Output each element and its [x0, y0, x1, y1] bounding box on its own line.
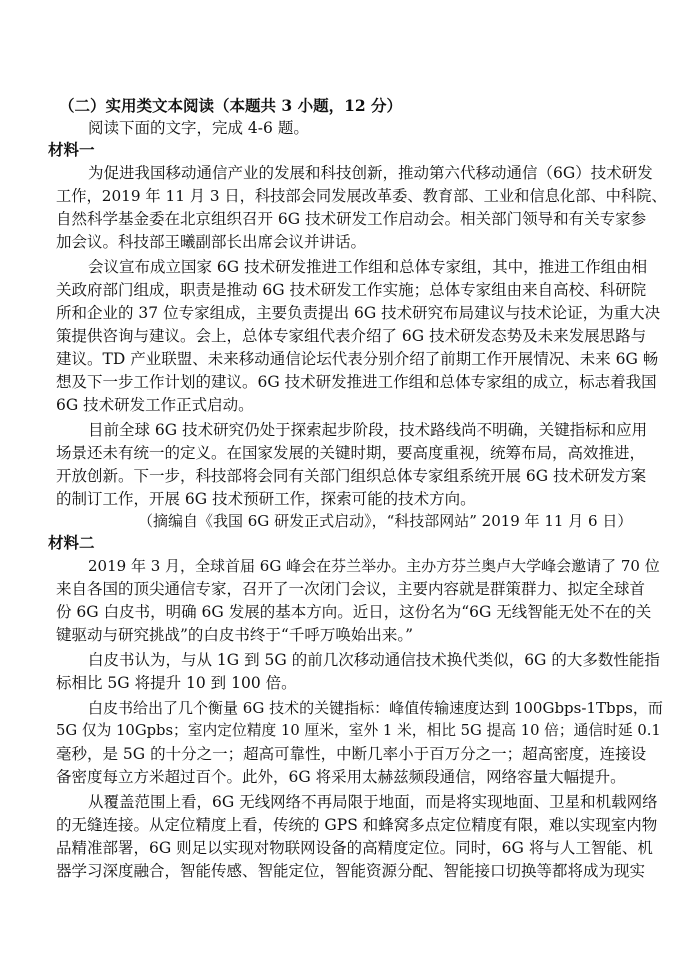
paragraph-line: 白皮书给出了几个衡量 6G 技术的关键指标：峰值传输速度达到 100Gbps-1Tbps，而 — [88, 699, 663, 717]
paragraph-line: 6G 技术研发工作正式启动。 — [56, 396, 254, 414]
paragraph-line: 2019 年 3 月，全球首届 6G 峰会在芬兰举办。主办方芬兰奥卢大学峰会邀请了 70 位 — [88, 557, 660, 575]
paragraph-line: 开放创新。下一步，科技部将会同有关部门组织总体专家组系统开展 6G 技术研发方案 — [56, 467, 647, 485]
paragraph-line: 毫秒，是 5G 的十分之一；超高可靠性，中断几率小于百万分之一；超高密度，连接设 — [56, 745, 647, 763]
paragraph-line: 为促进我国移动通信产业的发展和科技创新，推动第六代移动通信（6G）技术研发 — [88, 164, 653, 182]
paragraph-line: 从覆盖范围上看，6G 无线网络不再局限于地面，而是将实现地面、卫星和机载网络 — [88, 793, 658, 811]
paragraph-line: 自然科学基金委在北京组织召开 6G 技术研发工作启动会。相关部门领导和有关专家参 — [56, 210, 647, 228]
source-citation: （摘编自《我国 6G 研发正式启动》，“科技部网站” 2019 年 11 月 6 日） — [138, 512, 633, 530]
paragraph-line: 建议。TD 产业联盟、未来移动通信论坛代表分别介绍了前期工作开展情况、未来 6G 畅 — [56, 350, 659, 368]
paragraph-line: 目前全球 6G 技术研究仍处于探索起步阶段，技术路线尚不明确，关键指标和应用 — [88, 421, 648, 439]
paragraph-line: 器学习深度融合，智能传感、智能定位，智能资源分配、智能接口切换等都将成为现实 — [56, 862, 646, 880]
paragraph-line: 键驱动与研究挑战”的白皮书终于“千呼万唤始出来。” — [56, 626, 414, 644]
paragraph-line: 策提供咨询与建议。会上，总体专家组代表介绍了 6G 技术研发态势及未来发展思路与 — [56, 327, 647, 345]
paragraph-line: 所和企业的 37 位专家组成，主要负责提出 6G 技术研究布局建议与技术论证，为重大决 — [56, 304, 661, 322]
paragraph-line: 5G 仅为 10Gpbs；室内定位精度 10 厘米，室外 1 米，相比 5G 提高 10 倍；通信时延 0.1 — [56, 722, 661, 739]
paragraph-line: 的制订工作，开展 6G 技术预研工作，探索可能的技术方向。 — [56, 490, 476, 508]
paragraph-line: 备密度每立方米超过百个。此外，6G 将采用太赫兹频段通信，网络容量大幅提升。 — [56, 768, 626, 786]
paragraph-line: 工作，2019 年 11 月 3 日，科技部会同发展改革委、教育部、工业和信息化部、中科院、 — [56, 187, 667, 205]
paragraph-line: 会议宣布成立国家 6G 技术研发推进工作组和总体专家组，其中，推进工作组由相 — [88, 258, 648, 276]
paragraph-line: 关政府部门组成，职责是推动 6G 技术研发工作实施；总体专家组由来自高校、科研院 — [56, 281, 647, 299]
section-title: （二）实用类文本阅读（本题共 3 小题，12 分） — [59, 96, 403, 115]
paragraph-line: 份 6G 白皮书，明确 6G 发展的基本方向。近日，这份名为“6G 无线智能无处不在的关 — [56, 603, 652, 621]
paragraph-line: 的无缝连接。从定位精度上看，传统的 GPS 和蜂窝多点定位精度有限，难以实现室内物 — [56, 816, 658, 834]
paragraph-line: 标相比 5G 将提升 10 到 100 倍。 — [56, 674, 297, 692]
instruction-text: 阅读下面的文字，完成 4-6 题。 — [88, 119, 309, 137]
paragraph-line: 想及下一步工作计划的建议。6G 技术研发推进工作组和总体专家组的成立，标志着我国 — [56, 373, 657, 391]
paragraph-line: 白皮书认为，与从 1G 到 5G 的前几次移动通信技术换代类似，6G 的大多数性能指 — [88, 651, 660, 669]
paragraph-line: 来自各国的顶尖通信专家，召开了一次闭门会议，主要内容就是群策群力、拟定全球首 — [56, 580, 646, 598]
paragraph-line: 加会议。科技部王曦副部长出席会议并讲话。 — [56, 233, 367, 251]
material-two-heading: 材料二 — [48, 533, 95, 552]
material-one-heading: 材料一 — [48, 140, 95, 159]
paragraph-line: 场景还未有统一的定义。在国家发展的关键时期，要高度重视，统筹布局，高效推进， — [56, 444, 646, 462]
paragraph-line: 品精准部署，6G 则足以实现对物联网设备的高精度定位。同时，6G 将与人工智能、机 — [56, 839, 653, 857]
